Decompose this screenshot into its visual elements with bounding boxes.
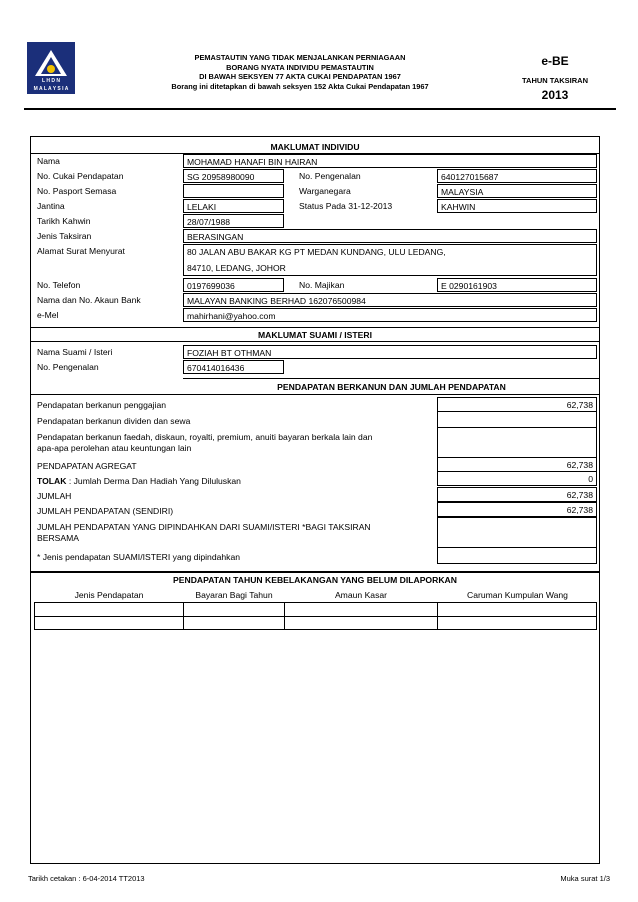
table-col-divider <box>183 602 184 630</box>
pendapatan-value-5: 62,738 <box>437 487 597 502</box>
divider <box>30 394 600 395</box>
label-tarikh-kahwin: Tarikh Kahwin <box>37 216 91 226</box>
section-title-kebelakangan: PENDAPATAN TAHUN KEBELAKANGAN YANG BELUM DILAPORKAN <box>173 575 457 585</box>
field-no-cukai: SG 20958980090 <box>183 169 284 183</box>
pendapatan-value-6: 62,738 <box>437 502 597 517</box>
pendapatan-label-8: * Jenis pendapatan SUAMI/ISTERI yang dipindahkan <box>37 552 241 562</box>
field-pengenalan-suami: 670414016436 <box>183 360 284 374</box>
pendapatan-label-5: JUMLAH <box>37 491 72 501</box>
label-telefon: No. Telefon <box>37 280 81 290</box>
field-alamat-line-2: 84710, LEDANG, JOHOR <box>187 263 286 273</box>
label-nama: Nama <box>37 156 60 166</box>
header-title-line-3: DI BAWAH SEKSYEN 77 AKTA CUKAI PENDAPATAN 1967 <box>199 72 401 82</box>
header-title <box>120 53 480 91</box>
label-jenis-taksiran: Jenis Taksiran <box>37 231 92 241</box>
table-row-divider <box>34 616 597 617</box>
tahun-taksiran-value: 2013 <box>541 88 569 102</box>
pendapatan-value-2 <box>437 427 597 458</box>
logo-text-bottom: M A L A Y S I A <box>33 86 69 92</box>
field-warganegara: MALAYSIA <box>437 184 597 198</box>
table-col-divider <box>437 602 438 630</box>
pendapatan-value-1 <box>437 411 597 428</box>
header-title-line-1: PEMASTAUTIN YANG TIDAK MENJALANKAN PERNIAGAAN <box>194 53 406 62</box>
divider <box>30 341 600 342</box>
divider <box>30 571 600 573</box>
column-bayaran-bagi-tahun: Bayaran Bagi Tahun <box>195 590 273 600</box>
label-pengenalan-suami: No. Pengenalan <box>37 362 99 372</box>
pendapatan-label-0: Pendapatan berkanun penggajian <box>37 400 167 410</box>
field-status: KAHWIN <box>437 199 597 213</box>
pendapatan-value-0: 62,738 <box>437 397 597 412</box>
section-title-suami: MAKLUMAT SUAMI / ISTERI <box>258 330 372 340</box>
pendapatan-label-1: Pendapatan berkanun dividen dan sewa <box>37 416 191 426</box>
divider <box>30 327 600 328</box>
field-pasport <box>183 184 284 198</box>
pendapatan-label-7: JUMLAH PENDAPATAN YANG DIPINDAHKAN DARI SUAMI/ISTERI *BAGI TAKSIRAN <box>37 522 371 532</box>
field-email: mahirhani@yahoo.com <box>183 308 597 322</box>
field-telefon: 0197699036 <box>183 278 284 292</box>
column-caruman-kumpulan-wang: Caruman Kumpulan Wang <box>467 590 568 600</box>
pendapatan-label-2: Pendapatan berkanun faedah, diskaun, royalti, premium, anuiti bayaran berkala lain dan <box>37 432 373 442</box>
pendapatan-label-6: JUMLAH PENDAPATAN (SENDIRI) <box>37 506 174 516</box>
field-majikan: E 0290161903 <box>437 278 597 292</box>
section-title-pendapatan: PENDAPATAN BERKANUN DAN JUMLAH PENDAPATAN <box>277 382 506 392</box>
pendapatan-value-8 <box>437 547 597 564</box>
pendapatan-value-4: 0 <box>437 471 597 486</box>
footer-tarikh-cetakan: Tarikh cetakan : 6-04-2014 TT2013 <box>28 874 145 883</box>
pendapatan-label-4 <box>37 475 241 487</box>
label-email: e-Mel <box>37 310 59 320</box>
section-title-individu: MAKLUMAT INDIVIDU <box>270 142 360 152</box>
tolak-text: : Jumlah Derma Dan Hadiah Yang Diluluskan <box>66 476 241 486</box>
label-jantina: Jantina <box>37 201 65 211</box>
logo-text-top: L H D N <box>42 78 60 84</box>
table-col-divider <box>284 602 285 630</box>
tahun-taksiran-label: TAHUN TAKSIRAN <box>522 76 588 85</box>
pendapatan-label-3: PENDAPATAN AGREGAT <box>37 461 137 471</box>
divider <box>183 378 600 379</box>
label-majikan: No. Majikan <box>299 280 345 290</box>
pendapatan-value-3: 62,738 <box>437 457 597 472</box>
header-divider <box>24 108 616 110</box>
column-jenis-pendapatan: Jenis Pendapatan <box>74 590 144 600</box>
footer-muka-surat: Muka surat 1/3 <box>560 874 610 883</box>
header-title-line-4: Borang ini ditetapkan di bawah seksyen 152 Akta Cukai Pendapatan 1967 <box>171 81 429 91</box>
label-nama-suami: Nama Suami / Isteri <box>37 347 113 357</box>
field-tarikh-kahwin: 28/07/1988 <box>183 214 284 228</box>
header-title-line-2: BORANG NYATA INDIVIDU PEMASTAUTIN <box>226 62 374 72</box>
field-jantina: LELAKI <box>183 199 284 213</box>
tolak-label: TOLAK <box>37 476 67 486</box>
label-warganegara: Warganegara <box>299 186 351 196</box>
label-pasport: No. Pasport Semasa <box>37 186 117 196</box>
form-code: e-BE <box>541 54 569 68</box>
label-status: Status Pada 31-12-2013 <box>299 201 393 211</box>
field-bank: MALAYAN BANKING BERHAD 162076500984 <box>183 293 597 307</box>
label-no-pengenalan: No. Pengenalan <box>299 171 361 181</box>
column-amaun-kasar: Amaun Kasar <box>334 590 388 600</box>
label-no-cukai: No. Cukai Pendapatan <box>37 171 124 181</box>
field-jenis-taksiran: BERASINGAN <box>183 229 597 243</box>
pendapatan-label-2b: apa-apa perolehan atau keuntungan lain <box>37 443 192 453</box>
pendapatan-label-7b: BERSAMA <box>37 533 80 543</box>
lhdn-logo <box>27 42 75 94</box>
label-alamat: Alamat Surat Menyurat <box>37 246 125 256</box>
field-nama: MOHAMAD HANAFI BIN HAIRAN <box>183 154 597 168</box>
field-no-pengenalan: 640127015687 <box>437 169 597 183</box>
field-alamat-line-1: 80 JALAN ABU BAKAR KG PT MEDAN KUNDANG, ULU LEDANG, <box>187 247 446 257</box>
label-bank: Nama dan No. Akaun Bank <box>37 295 141 305</box>
pendapatan-value-7 <box>437 517 597 548</box>
field-nama-suami: FOZIAH BT OTHMAN <box>183 345 597 359</box>
